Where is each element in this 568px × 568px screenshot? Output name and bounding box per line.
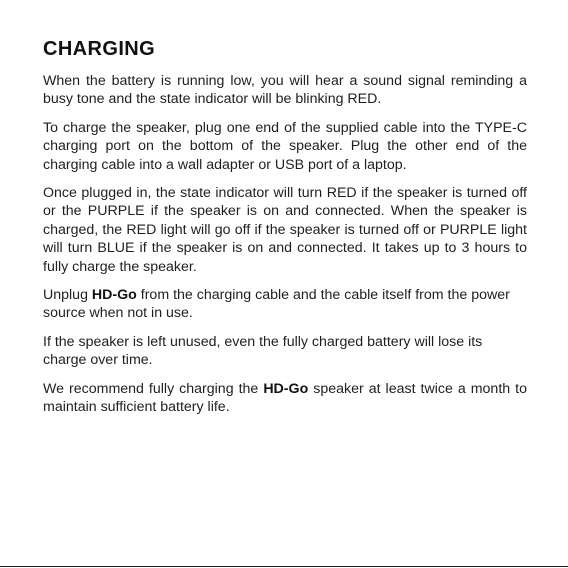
section-heading: CHARGING [43, 38, 156, 60]
product-name: HD-Go [91, 287, 137, 304]
paragraph-how-to-charge: To charge the speaker, plug one end of the supplied cable into the TYPE-C charging port on the bottom of the speaker. Plug the other end of the charging cable into a wall adapter or USB port of a laptop. [43, 119, 527, 173]
recommend-text-end: speaker at least twice a month to maintain sufficient battery life. [43, 380, 527, 416]
paragraph-unused: If the speaker is left unused, even the fully charged battery will lose its charge over time. [43, 333, 483, 369]
bottom-divider [0, 566, 568, 567]
recommend-text-start: We recommend fully charging the [43, 380, 264, 397]
paragraph-recommendation [43, 380, 527, 417]
product-name: HD-Go [263, 380, 309, 397]
paragraph-low-battery: When the battery is running low, you will hear a sound signal reminding a busy tone and the state indicator will be blinking RED. [43, 73, 527, 108]
paragraph-state-indicator: Once plugged in, the state indicator will turn RED if the speaker is turned off or the PURPLE if the speaker is on and connected. When the speaker is charged, the RED light will go off if the speaker is turned off or PURPLE light will turn BLUE if the speaker is on and connected. It takes up to 3 hours to fully charge the speaker. [43, 185, 527, 275]
manual-page [43, 36, 527, 427]
paragraph-unplug [43, 286, 527, 323]
unplug-text-start: Unplug [43, 287, 92, 304]
unplug-text-end: from the charging cable and the cable itself from the power source when not in use. [43, 287, 510, 322]
